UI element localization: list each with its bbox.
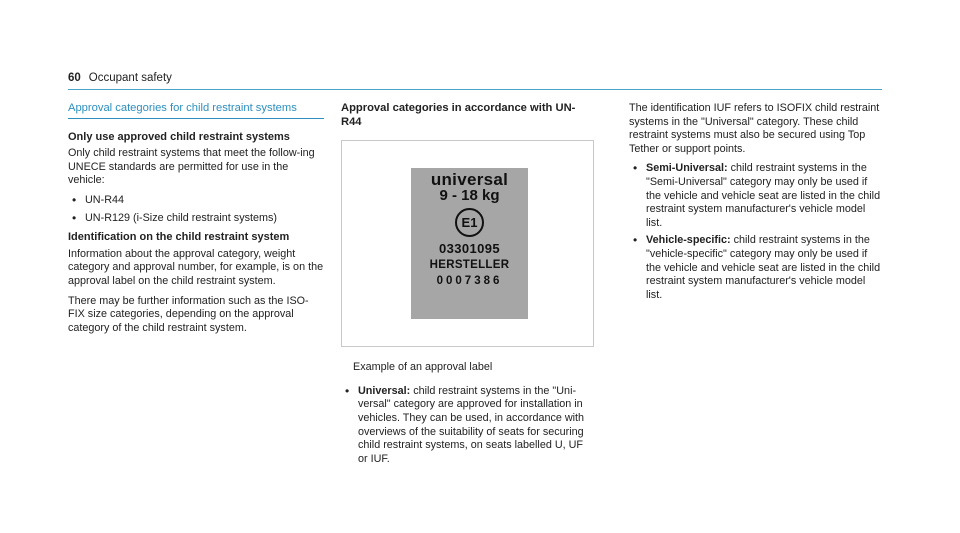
- bullet-icon: •: [345, 383, 350, 398]
- section-name: Occupant safety: [88, 72, 172, 84]
- label-serial: 0007386: [436, 274, 503, 287]
- standards-list: [68, 194, 324, 225]
- column-3: [629, 102, 881, 308]
- universal-label: Universal:: [358, 384, 411, 397]
- semi-universal-label: Semi-Universal:: [646, 162, 728, 175]
- bullet-icon: •: [72, 210, 77, 225]
- list-item-text: UN-R129 (i-Size child restraint systems): [85, 211, 277, 224]
- label-approval-number: 03301095: [438, 241, 501, 257]
- list-item: [629, 162, 881, 230]
- page-header: [68, 72, 172, 84]
- paragraph-standards: Only child restraint systems that meet the follow-ing UNECE standards are permitted for use in the vehicle:: [68, 147, 315, 187]
- vehicle-specific-text: child restraint systems in the "vehicle-specific" category may only be used if the vehicle and vehicle seat are listed in the child restraint system manufacturer's vehicle model list.: [646, 234, 881, 301]
- category-list-universal: [341, 385, 595, 467]
- list-item-text: UN-R44: [85, 193, 124, 206]
- paragraph-info: Information about the approval category, weight category and approval number, for example, is on the approval label on the child restraint system.: [68, 247, 324, 287]
- bullet-icon: •: [633, 233, 638, 248]
- label-weight-text: 9 - 18 kg: [439, 186, 500, 204]
- page-number: 60: [68, 72, 81, 84]
- approval-label-figure: [341, 140, 594, 347]
- header-divider: [68, 89, 882, 90]
- heading-un-r44: Approval categories in accordance with UN-R44: [341, 102, 576, 128]
- semi-universal-text: child restraint systems in the "Semi-Universal" category may only be used if the vehicle and vehicle seat are listed in the child restraint system manufacturer's vehicle model list.: [646, 162, 881, 229]
- bullet-icon: •: [72, 192, 77, 207]
- e-mark-icon: E1: [455, 208, 484, 237]
- list-item: [68, 212, 324, 226]
- bullet-icon: •: [633, 161, 638, 176]
- section-title-link[interactable]: Approval categories for child restraint systems: [68, 102, 324, 119]
- list-item: [341, 385, 595, 467]
- list-item: [629, 234, 881, 302]
- heading-identification: Identification on the child restraint system: [68, 231, 290, 244]
- heading-approved-systems: Only use approved child restraint systems: [68, 130, 290, 143]
- category-list: [629, 162, 881, 302]
- vehicle-specific-label: Vehicle-specific:: [646, 234, 731, 247]
- paragraph-isofix: There may be further information such as the ISO-FIX size categories, depending on the approval category of the child restraint system.: [68, 294, 309, 334]
- list-item: [68, 194, 324, 208]
- universal-text: child restraint systems in the "Uni-versal" category are approved for installation in vehicles. They can be used, in accordance with overviews of the suitability of seats for securing child restraint systems, on seats labelled U, UF or IUF.: [358, 384, 585, 465]
- column-2: [341, 102, 595, 472]
- label-universal-text: universal: [430, 170, 509, 190]
- approval-label-image: [411, 168, 528, 319]
- figure-caption: Example of an approval label: [353, 361, 493, 374]
- column-1: [68, 102, 324, 341]
- label-manufacturer: HERSTELLER: [429, 258, 510, 271]
- paragraph-iuf: The identification IUF refers to ISOFIX child restraint systems in the "Universal" category. These child restraint systems must also be secured using Top Tether or support points.: [629, 102, 880, 155]
